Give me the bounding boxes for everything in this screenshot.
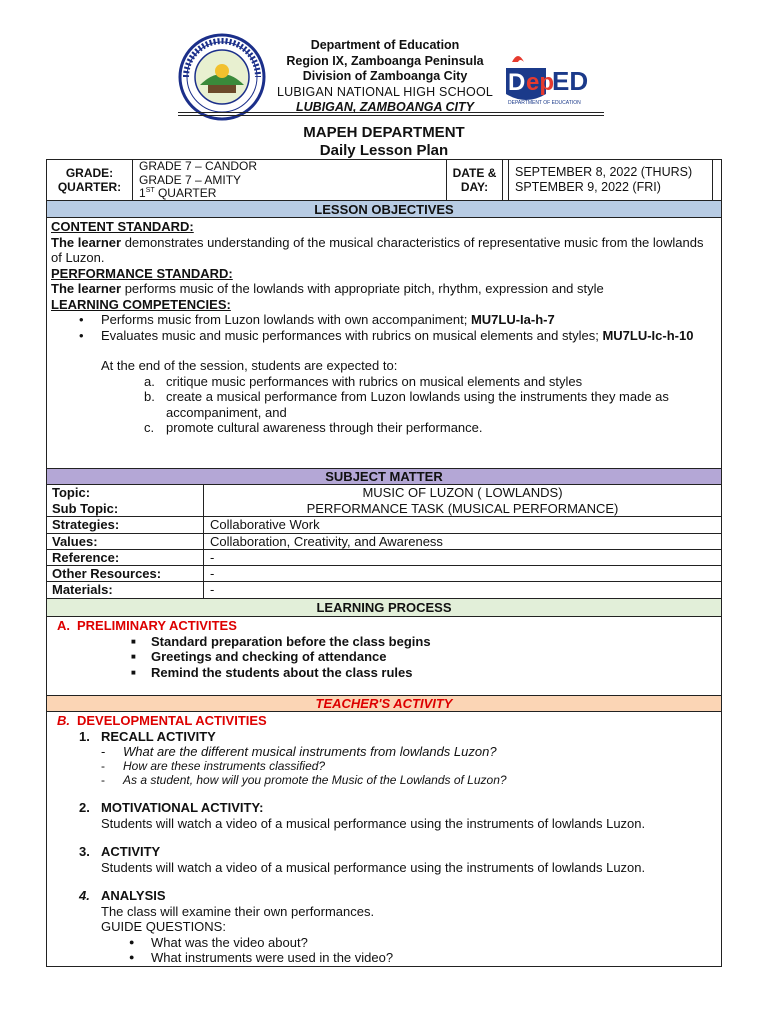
grade-amity: GRADE 7 – AMITY	[139, 172, 242, 187]
deped-name: Department of Education	[310, 38, 460, 52]
preliminary-list	[131, 634, 717, 681]
school-name: LUBIGAN NATIONAL HIGH SCHOOL	[276, 84, 494, 99]
list-item: ● What instruments were used in the video?	[129, 950, 717, 966]
analysis: 4. ANALYSIS The class will examine their own performances. GUIDE QUESTIONS: ● What was the video about? ● What instruments were used in the video?	[79, 888, 717, 966]
topic-labels: Topic: Sub Topic:	[47, 485, 204, 516]
svg-text:ep: ep	[526, 69, 555, 96]
grade-label: GRADE:	[65, 166, 114, 180]
grade-date-table	[46, 159, 722, 201]
list-item: ■ Remind the students about the class rules	[131, 665, 717, 681]
list-item: c. promote cultural awareness through their performance.	[144, 420, 483, 435]
list-item: - What are the different musical instruments from lowlands Luzon?	[101, 744, 717, 759]
learning-competencies-heading: LEARNING COMPETENCIES:	[51, 296, 231, 312]
performance-standard-text: The learner performs music of the lowlands with appropriate pitch, rhythm, expression and style	[51, 281, 604, 296]
developmental-heading: B. DEVELOPMENTAL ACTIVITIES	[57, 713, 267, 728]
competencies-list	[79, 312, 717, 343]
materials-row: Materials: -	[47, 582, 721, 598]
topic-row	[47, 485, 721, 517]
recall-questions	[101, 744, 717, 787]
list-item: ■ Greetings and checking of attendance	[131, 649, 717, 665]
deped-logo-icon	[506, 48, 616, 108]
topic-value: MUSIC OF LUZON ( LOWLANDS)	[362, 485, 563, 500]
grade-quarter-labels	[47, 160, 133, 200]
date-friday: SPTEMBER 9, 2022 (FRI)	[515, 180, 661, 194]
values-row: Values: Collaboration, Creativity, and Awareness	[47, 534, 721, 550]
date-values	[509, 160, 713, 200]
learning-process-band: LEARNING PROCESS	[47, 598, 721, 617]
quarter-value: 1ST QUARTER	[139, 186, 217, 200]
school-seal-icon	[178, 33, 266, 121]
department-title: MAPEH DEPARTMENT	[303, 124, 465, 141]
objectives-intro: At the end of the session, students are expected to:	[101, 358, 398, 373]
performance-standard-heading: PERFORMANCE STANDARD:	[51, 265, 233, 281]
document-header	[0, 30, 768, 114]
activity: 3. ACTIVITY Students will watch a video of a musical performance using the instruments of lowlands Luzon.	[79, 844, 646, 875]
subtopic-value: PERFORMANCE TASK (MUSICAL PERFORMANCE)	[306, 500, 619, 516]
list-item: - How are these instruments classified?	[101, 759, 717, 773]
other-resources-row: Other Resources: -	[47, 566, 721, 582]
list-item: b. create a musical performance from Luzon lowlands using the instruments they made as accompaniment, and	[144, 389, 669, 420]
header-text	[260, 38, 510, 116]
list-item: - As a student, how will you promote the Music of the Lowlands of Luzon?	[101, 773, 717, 787]
header-divider-thin	[178, 115, 604, 116]
school-city: LUBIGAN, ZAMBOANGA CITY	[296, 100, 474, 114]
preliminary-heading: A. PRELIMINARY ACTIVITES	[57, 618, 237, 633]
lesson-objectives-band: LESSON OBJECTIVES	[47, 200, 721, 218]
region-name: Region IX, Zamboanga Peninsula	[286, 53, 484, 68]
lesson-objectives-section	[47, 218, 721, 468]
plan-title: Daily Lesson Plan	[319, 142, 449, 159]
list-item: ■ Standard preparation before the class begins	[131, 634, 717, 650]
list-item: ● What was the video about?	[129, 935, 717, 951]
reference-row: Reference: -	[47, 550, 721, 566]
svg-text:D: D	[508, 69, 526, 96]
svg-text:DEPARTMENT OF EDUCATION: DEPARTMENT OF EDUCATION	[508, 100, 581, 106]
division-name: Division of Zamboanga City	[302, 69, 468, 83]
topic-values	[204, 485, 721, 516]
date-day-label: DATE & DAY:	[447, 160, 503, 200]
objectives-list	[144, 374, 717, 436]
subject-matter-band: SUBJECT MATTER	[47, 468, 721, 485]
list-item: • Performs music from Luzon lowlands with own accompaniment; MU7LU-Ia-h-7	[79, 312, 717, 328]
content-standard-heading: CONTENT STANDARD:	[51, 219, 194, 234]
developmental-activities-section	[47, 713, 721, 967]
teachers-activity-band: TEACHER'S ACTIVITY	[47, 696, 721, 712]
content-standard-text: The learner demonstrates understanding of the musical characteristics of representative music from the lowlands of Luzon.	[51, 234, 704, 265]
svg-text:ED: ED	[552, 66, 589, 96]
list-item: a. critique music performances with rubrics on musical elements and styles	[144, 373, 583, 389]
grade-candor: GRADE 7 – CANDOR	[139, 159, 258, 173]
guide-questions	[129, 935, 717, 966]
grade-values	[133, 160, 447, 200]
header-divider	[178, 112, 604, 113]
recall-activity: 1. RECALL ACTIVITY - What are the different musical instruments from lowlands Luzon? - How are these instruments classified? - As a student, how will you promote the Music of the Lowlands of Luzon?	[79, 729, 717, 788]
date-thursday: SEPTEMBER 8, 2022 (THURS)	[515, 165, 693, 179]
quarter-label: QUARTER:	[57, 180, 122, 194]
motivational-activity: 2. MOTIVATIONAL ACTIVITY: Students will watch a video of a musical performance using the instruments of lowlands Luzon.	[79, 800, 646, 831]
strategies-row: Strategies: Collaborative Work	[47, 517, 721, 534]
lesson-table	[46, 200, 722, 967]
list-item: • Evaluates music and music performances with rubrics on musical elements and styles; MU7LU-Ic-h-10	[79, 328, 717, 344]
preliminary-activities-section	[47, 618, 721, 696]
